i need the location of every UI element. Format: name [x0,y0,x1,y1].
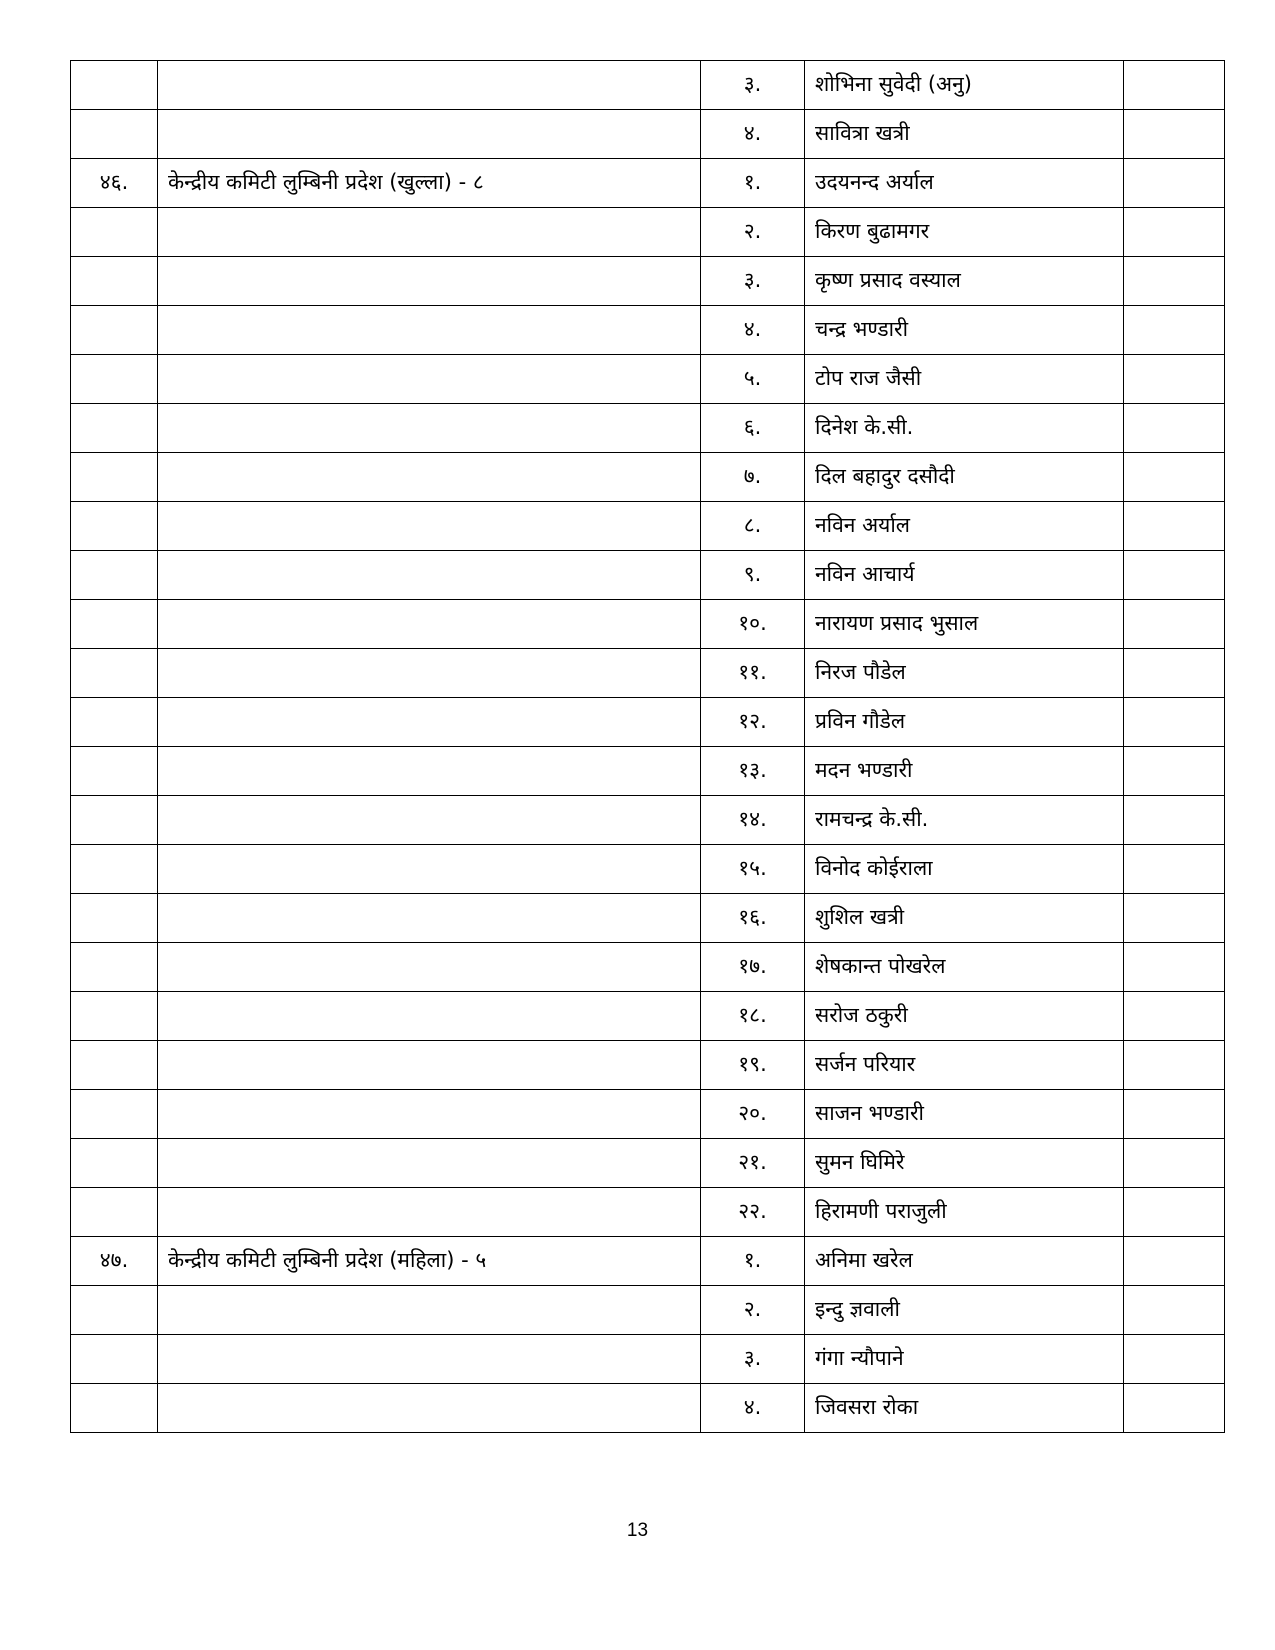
table-row [71,551,1225,600]
member-name-cell: टोप राज जैसी [805,355,1124,404]
committee-cell [158,845,701,894]
table-row [71,1335,1225,1384]
remarks-cell [1124,600,1225,649]
table-row [71,943,1225,992]
member-name-cell: हिरामणी पराजुली [805,1188,1124,1237]
serial-number-cell [71,61,158,110]
remarks-cell [1124,355,1225,404]
table-row [71,894,1225,943]
member-name-cell: प्रविन गौडेल [805,698,1124,747]
remarks-cell [1124,502,1225,551]
serial-number-cell [71,649,158,698]
member-name-cell: अनिमा खरेल [805,1237,1124,1286]
member-name-cell: सरोज ठकुरी [805,992,1124,1041]
table-row [71,404,1225,453]
serial-number-cell [71,257,158,306]
serial-number-cell [71,894,158,943]
member-name-cell: किरण बुढामगर [805,208,1124,257]
member-number-cell: ४. [701,306,805,355]
member-name-cell: शुशिल खत्री [805,894,1124,943]
serial-number-cell [71,1188,158,1237]
committee-cell [158,1041,701,1090]
member-name-cell: रामचन्द्र के.सी. [805,796,1124,845]
committee-cell [158,992,701,1041]
remarks-cell [1124,943,1225,992]
serial-number-cell [71,600,158,649]
table-row [71,600,1225,649]
member-number-cell: १. [701,1237,805,1286]
member-number-cell: ६. [701,404,805,453]
member-name-cell: इन्दु ज्ञवाली [805,1286,1124,1335]
table-row [71,208,1225,257]
member-number-cell: ७. [701,453,805,502]
table-row [71,1384,1225,1433]
member-name-cell: शेषकान्त पोखरेल [805,943,1124,992]
committee-cell [158,502,701,551]
member-name-cell: मदन भण्डारी [805,747,1124,796]
member-number-cell: १७. [701,943,805,992]
table-row [71,257,1225,306]
serial-number-cell [71,992,158,1041]
remarks-cell [1124,796,1225,845]
member-number-cell: ९. [701,551,805,600]
member-name-cell: उदयनन्द अर्याल [805,159,1124,208]
committee-cell [158,600,701,649]
committee-cell [158,1139,701,1188]
serial-number-cell [71,208,158,257]
committee-cell [158,894,701,943]
member-number-cell: १०. [701,600,805,649]
remarks-cell [1124,1041,1225,1090]
serial-number-cell [71,355,158,404]
committee-cell [158,61,701,110]
member-name-cell: सुमन घिमिरे [805,1139,1124,1188]
table-row [71,159,1225,208]
table-row [71,747,1225,796]
serial-number-cell [71,1090,158,1139]
committee-cell: केन्द्रीय कमिटी लुम्बिनी प्रदेश (खुल्ला) - ८ [158,159,701,208]
table-row [71,1286,1225,1335]
remarks-cell [1124,551,1225,600]
table-row [71,992,1225,1041]
table-row [71,1041,1225,1090]
member-name-cell: जिवसरा रोका [805,1384,1124,1433]
member-number-cell: १२. [701,698,805,747]
committee-cell: केन्द्रीय कमिटी लुम्बिनी प्रदेश (महिला) - ५ [158,1237,701,1286]
serial-number-cell [71,796,158,845]
remarks-cell [1124,1286,1225,1335]
committee-cell [158,747,701,796]
committee-cell [158,404,701,453]
committee-cell [158,698,701,747]
serial-number-cell [71,698,158,747]
member-number-cell: १८. [701,992,805,1041]
remarks-cell [1124,1139,1225,1188]
committee-cell [158,649,701,698]
serial-number-cell [71,845,158,894]
serial-number-cell [71,404,158,453]
committee-cell [158,1188,701,1237]
member-name-cell: चन्द्र भण्डारी [805,306,1124,355]
member-number-cell: २. [701,208,805,257]
committee-cell [158,1090,701,1139]
committee-cell [158,1384,701,1433]
member-number-cell: ११. [701,649,805,698]
table-row [71,649,1225,698]
committee-cell [158,257,701,306]
roster-body [71,61,1225,1433]
serial-number-cell [71,943,158,992]
table-row [71,110,1225,159]
committee-roster-table [70,60,1225,1433]
member-number-cell: ३. [701,61,805,110]
serial-number-cell: ४७. [71,1237,158,1286]
member-number-cell: ४. [701,110,805,159]
serial-number-cell [71,747,158,796]
table-row [71,355,1225,404]
remarks-cell [1124,1335,1225,1384]
member-number-cell: १५. [701,845,805,894]
remarks-cell [1124,747,1225,796]
serial-number-cell [71,110,158,159]
member-number-cell: १४. [701,796,805,845]
remarks-cell [1124,404,1225,453]
serial-number-cell [71,502,158,551]
member-number-cell: १३. [701,747,805,796]
remarks-cell [1124,845,1225,894]
remarks-cell [1124,649,1225,698]
remarks-cell [1124,698,1225,747]
serial-number-cell [71,1041,158,1090]
serial-number-cell: ४६. [71,159,158,208]
remarks-cell [1124,306,1225,355]
committee-cell [158,355,701,404]
table-row [71,502,1225,551]
remarks-cell [1124,1237,1225,1286]
table-row [71,306,1225,355]
remarks-cell [1124,208,1225,257]
serial-number-cell [71,306,158,355]
member-number-cell: ५. [701,355,805,404]
table-row [71,1188,1225,1237]
table-row [71,1139,1225,1188]
table-row [71,1237,1225,1286]
member-number-cell: ८. [701,502,805,551]
member-name-cell: साजन भण्डारी [805,1090,1124,1139]
committee-cell [158,306,701,355]
table-row [71,796,1225,845]
serial-number-cell [71,1384,158,1433]
table-row [71,698,1225,747]
table-row [71,453,1225,502]
member-name-cell: सर्जन परियार [805,1041,1124,1090]
member-number-cell: १६. [701,894,805,943]
table-row [71,1090,1225,1139]
remarks-cell [1124,110,1225,159]
member-name-cell: नारायण प्रसाद भुसाल [805,600,1124,649]
page-number: 13 [626,1520,649,1541]
serial-number-cell [71,1286,158,1335]
member-name-cell: सावित्रा खत्री [805,110,1124,159]
member-name-cell: शोभिना सुवेदी (अनु) [805,61,1124,110]
remarks-cell [1124,159,1225,208]
member-number-cell: २. [701,1286,805,1335]
member-number-cell: ३. [701,1335,805,1384]
committee-cell [158,208,701,257]
member-name-cell: नविन आचार्य [805,551,1124,600]
member-name-cell: विनोद कोईराला [805,845,1124,894]
serial-number-cell [71,1139,158,1188]
member-name-cell: कृष्ण प्रसाद वस्याल [805,257,1124,306]
member-name-cell: दिनेश के.सी. [805,404,1124,453]
serial-number-cell [71,551,158,600]
member-number-cell: १. [701,159,805,208]
serial-number-cell [71,453,158,502]
member-number-cell: १९. [701,1041,805,1090]
remarks-cell [1124,894,1225,943]
member-name-cell: दिल बहादुर दसौदी [805,453,1124,502]
member-name-cell: निरज पौडेल [805,649,1124,698]
table-row [71,845,1225,894]
member-number-cell: ४. [701,1384,805,1433]
member-number-cell: २०. [701,1090,805,1139]
committee-cell [158,1335,701,1384]
remarks-cell [1124,1384,1225,1433]
table-row [71,61,1225,110]
remarks-cell [1124,61,1225,110]
member-number-cell: ३. [701,257,805,306]
committee-cell [158,110,701,159]
committee-cell [158,796,701,845]
remarks-cell [1124,1188,1225,1237]
member-name-cell: गंगा न्यौपाने [805,1335,1124,1384]
remarks-cell [1124,1090,1225,1139]
member-number-cell: २१. [701,1139,805,1188]
committee-cell [158,1286,701,1335]
remarks-cell [1124,257,1225,306]
committee-cell [158,943,701,992]
serial-number-cell [71,1335,158,1384]
remarks-cell [1124,453,1225,502]
committee-cell [158,453,701,502]
member-name-cell: नविन अर्याल [805,502,1124,551]
member-number-cell: २२. [701,1188,805,1237]
remarks-cell [1124,992,1225,1041]
committee-cell [158,551,701,600]
